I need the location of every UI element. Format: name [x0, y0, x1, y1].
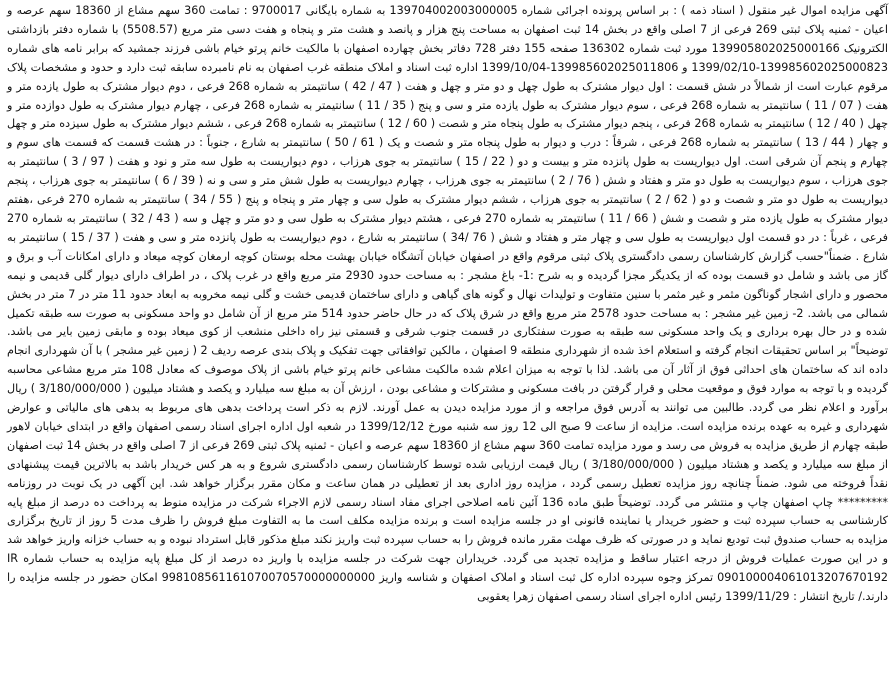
- notice-line: دادگستری شروع و به هر کس خریدار باشد به بالاترین قیمت پیشنهادی نقداً فروخته می شود. ضمناً چنانچه روز مزایده تعطیل رسمی گردد ، مزایده روز اداری بعد از تعطیلی: [7, 457, 889, 490]
- notice-line: یکدیگر مجزا گردیده و به شرح :1- باغ مشجر : به مساحت حدود 2930 متر مربع واقع در غرب پلاک ، در اطراف دارای دیوار گلی قدیمی و نیمه محصور و دارای اشجار گوناگون مثمر و: [7, 268, 888, 301]
- notice-line: چهارم دیواریست به طول شش متر و سی و نه ( 39 / 6 ) سانتیمتر به جوی هرزاب ، پنجم دیواریست به طول دو متر و شصت و دو ( 62 / 2 ) سانتیمتر به جوی هرزاب ، ششم دیوار: [7, 174, 889, 207]
- notice-line: دفتر بازداشتی الکترونیک 139905802025000166 مورد ثبت شماره 136302 صفحه 155 دفتر 728 دفاتر بخش چهارده اصفهان با مالکیت خانم پرتو خیام باشی فرزند جمشید که: [7, 22, 888, 55]
- notice-line: مشترک به طول سی و چهار متر و پنجاه و پنج ( 55 / 34 ) سانتیمتر به شماره 270 فرعی ،هفتم دیوار مشترک به طول یازده متر و شصت و شش ( 66 / 11 ) سانتیمتر به شماره: [7, 193, 888, 225]
- notice-line: عرصه و اعیان - ثمنیه پلاک ثبتی 269 فرعی از 7 اصلی واقع در بخش 14 ثبت اصفهان به مساحت پنج هزار و پانصد و هشت متر و پنجاه و هفت دسی متر مربع (5508.57) با شماره: [7, 4, 888, 36]
- notice-line: شهرداری انجام داده اند که ساختمان های احداثی فوق از آثار آن می باشد. لذا با توجه به میزان اعلام شده مالکیت مشاعی خانم پرتو خیام باشی از پلاک موصوف که معادل 108: [7, 344, 888, 377]
- notice-line: آگهی مزایده اموال غیر منقول ( اسناد ذمه ) : بر اساس پرونده اجرائی شماره 139704002003000005 به شماره بایگانی 9700017 : تمامت 360 سهم مشاع از 18360 سهم: [44, 4, 888, 17]
- notice-line: حال بهره برداری و یک واحد مسکونی سه طبقه به صورت سفتکاری در قسمت جنوب شرقی و قسمتی نیز راه داخلی منشعب از کوی میعاد بوده و مابقی زمین بایر می باشد.: [7, 325, 837, 339]
- notice-line: متر مربع مشاعی محاسبه گردیده و با توجه به موارد فوق و موقعیت محلی و قرار گرفتن در بافت مسکونی و مشترکات و مشاعی بودن ، ارزش آن به مبلغ سه میلیارد و یکصد و: [7, 363, 889, 396]
- notice-line: توضیحاً" بر اساس تحقیقات انجام گرفته و استعلام اخذ شده از شهرداری منطقه 9 اصفهان ، مالکین توافقاتی جهت تفکیک و پلاک بندی عرصه ردیف 2 ( زمین غیر مشجر ) با آن: [77, 344, 888, 358]
- notice-line: حساب سپرده ثبت واریز نکند مبلغ مذکور قابل استرداد نبوده و به حساب خزانه واریز خواهد شد و در این صورت عملیات فروش از درجه اعتبار ساقط و مزایده تجدید می گردد. خریداران: [7, 533, 889, 566]
- notice-line: مفاد اسناد رسمی لازم الاجراء شرکت در مزایده منوط به پرداخت ده درصد از مبلغ پایه کارشناسی به حساب سپرده ثبت و حضور خریدار یا نماینده قانونی او در جلسه مزایده است و: [7, 495, 888, 528]
- notice-line: 270 فرعی ، هشتم دیوار مشترک به طول سی و دو متر و چهل و سه ( 43 / 32 ) سانتیمتر به شماره 270 فرعی ، غرباً : در دو قسمت اول دیواریست به طول سی و چهار متر و: [7, 211, 889, 244]
- notice-line: جهت شرکت در جلسه مزایده با واریز ده درصد از کل مبلغ پایه مزایده به حساب شماره IR 090100004061013207670192 تمرکز وجوه سپرده اداره کل ثبت اسناد و املاک: [7, 552, 888, 585]
- notice-line: هرزاب ، دوم دیواریست به طول سه متر و نود و هفت ( 97 / 3 ) سانتیمتر به جوی هرزاب ، سوم دیواریست به طول دو متر و هفتاد و شش ( 76 / 2 ) سانتیمتر به جوی هرزاب ،: [7, 155, 888, 188]
- auction-notice: [7, 2, 888, 607]
- notice-line: دارد و حدود و مشخصات پلاک مرقوم عبارت است از شمالاً در شش قسمت : اول دیوار مشترک به طول چهل و دو متر و چهل و هفت ( 47 / 42 ) سانتیمتر به شماره 268 فرعی ،: [7, 60, 889, 93]
- notice-line: یعقوبی: [477, 590, 510, 604]
- notice-line: اصفهان و شناسه واریز 998108561161070070570000000000 امکان حضور در جلسه مزایده را دارند./ تاریخ انتشار : 1399/11/29 رئیس اداره اجرای اسناد رسمی اصفهان زهرا: [7, 571, 888, 604]
- notice-line: برابر نامه های شماره 139985602025000823-1399/02/10 و 139985602025011806-1399/10/04 اداره ثبت اسناد و املاک منطقه غرب اصفهان به نام نامبرده سابقه ثبت: [7, 41, 889, 74]
- notice-line: سانتیمتر به شارع ، جنوباً : در هشت قسمت که قسمت های سوم و چهارم و پنجم آن شرقی است. اول دیواریست به طول پانزده متر و بیست و دو ( 22 / 15 ) سانتیمتر به جوی: [7, 136, 889, 169]
- notice-line: 268 فرعی ، ششم دیوار مشترک به طول سیزده متر و چهل و چهار ( 44 / 13 ) سانتیمتر به شماره 268 فرعی ، شرقاً : درب و دیوار به طول پنجاه متر و شصت و یک ( 61 / 50 ): [7, 117, 889, 150]
- notice-line: های مربوط به بدهی های مالیاتی و عوارض شهرداری و غیره به عهده برنده مزایده است. مزایده از ساعت 9 صبح الی 12 روز سه شنبه مورخ 1399/12/12 در شعبه اول اداره: [7, 401, 889, 433]
- notice-line: ثمنیه پلاک ثبتی 269 فرعی از 7 اصلی واقع در بخش 14 ثبت اصفهان از مبلغ سه میلیارد و یکصد و هشتاد میلیون ( 3/180/000/000 ) ریال قیمت ارزیابی شده توسط کارشناسان رسمی: [7, 438, 888, 471]
- notice-line: زمین غیر مشجر : به مساحت حدود 2578 متر مربع واقع در شرق پلاک که در حال حاضر حدود 514 متر مربع از آن شامل دو واحد مسکونی به صورت سه طبقه تکمیل شده و در: [7, 306, 887, 339]
- notice-line: اجرای اسناد رسمی اصفهان واقع در ابتدای خیابان لاهور طبقه چهارم از طریق مزایده به فروش می رسد و مورد مزایده تمامت 360 سهم مشاع از 18360 سهم عرصه و اعیان -: [7, 419, 888, 452]
- notice-line: در همان ساعت و مکان مقرر برگزار خواهد شد. این آگهی در یک نوبت در روزنامه ********* چاپ اصفهان چاپ و منتشر می گردد. توضیحاً طبق ماده 136 آئین نامه اصلاحی اجرای: [7, 476, 888, 509]
- notice-line: دوم دیوار مشترک به طول یازده متر و هفت ( 07 / 11 ) سانتیمتر به شماره 268 فرعی ، سوم دیوار مشترک به طول یازده متر و سی و پنج ( 35 / 11 ) سانتیمتر به شماره 268: [7, 79, 889, 112]
- notice-line: برنده مزایده مکلف است ما به التفاوت مبلغ فروش را ظرف مدت 5 روز از تاریخ برگزاری مزایده به حساب صندوق ثبت تودیع نماید و در صورتی که ظرف مهلت مقرر مانده فروش را به: [7, 514, 888, 547]
- notice-line: غیر مثمر با سنین متفاوت و تولیدات نهال و گونه های گیاهی و دارای ساختمان قدیمی خشت و گلی نیمه مخروبه به ابعاد حدود 11 متر در 7 متر در بخش شمالی می باشد. 2-: [7, 287, 888, 320]
- notice-line: فرعی ، چهارم دیوار مشترک به طول دوازده متر و چهل ( 40 / 12 ) سانتیمتر به شماره 268 فرعی ، پنجم دیوار مشترک به طول پنجاه متر و شصت ( 60 / 12 ) سانتیمتر به شماره: [7, 98, 888, 131]
- notice-line: پلاک ثبتی مرقوم واقع در اصفهان خیابان آتشگاه خیابان بهشت محله بوستان کوچه ارمغان کوچه میعاد و دارای امکانات آب و برق و گاز می باشد و شامل دو قسمت بوده که از: [7, 249, 888, 282]
- notice-line: هفتاد و شش ( 76 /34 ) سانتیمتر به شارع ، دوم دیواریست به طول پانزده متر و سی و هفت ( 37 / 15 ) سانتیمتر به شارع . ضمناً"حسب گزارش کارشناسان رسمی دادگستری: [7, 230, 888, 263]
- notice-line: هشتاد میلیون ( 3/180/000/000 ) ریال برآورد و اعلام نظر می گردد. طالبین می توانند به آدرس فوق مراجعه و از مورد مزایده دیدن به عمل آورند. لازم به ذکر است پرداخت بدهی: [7, 382, 888, 415]
